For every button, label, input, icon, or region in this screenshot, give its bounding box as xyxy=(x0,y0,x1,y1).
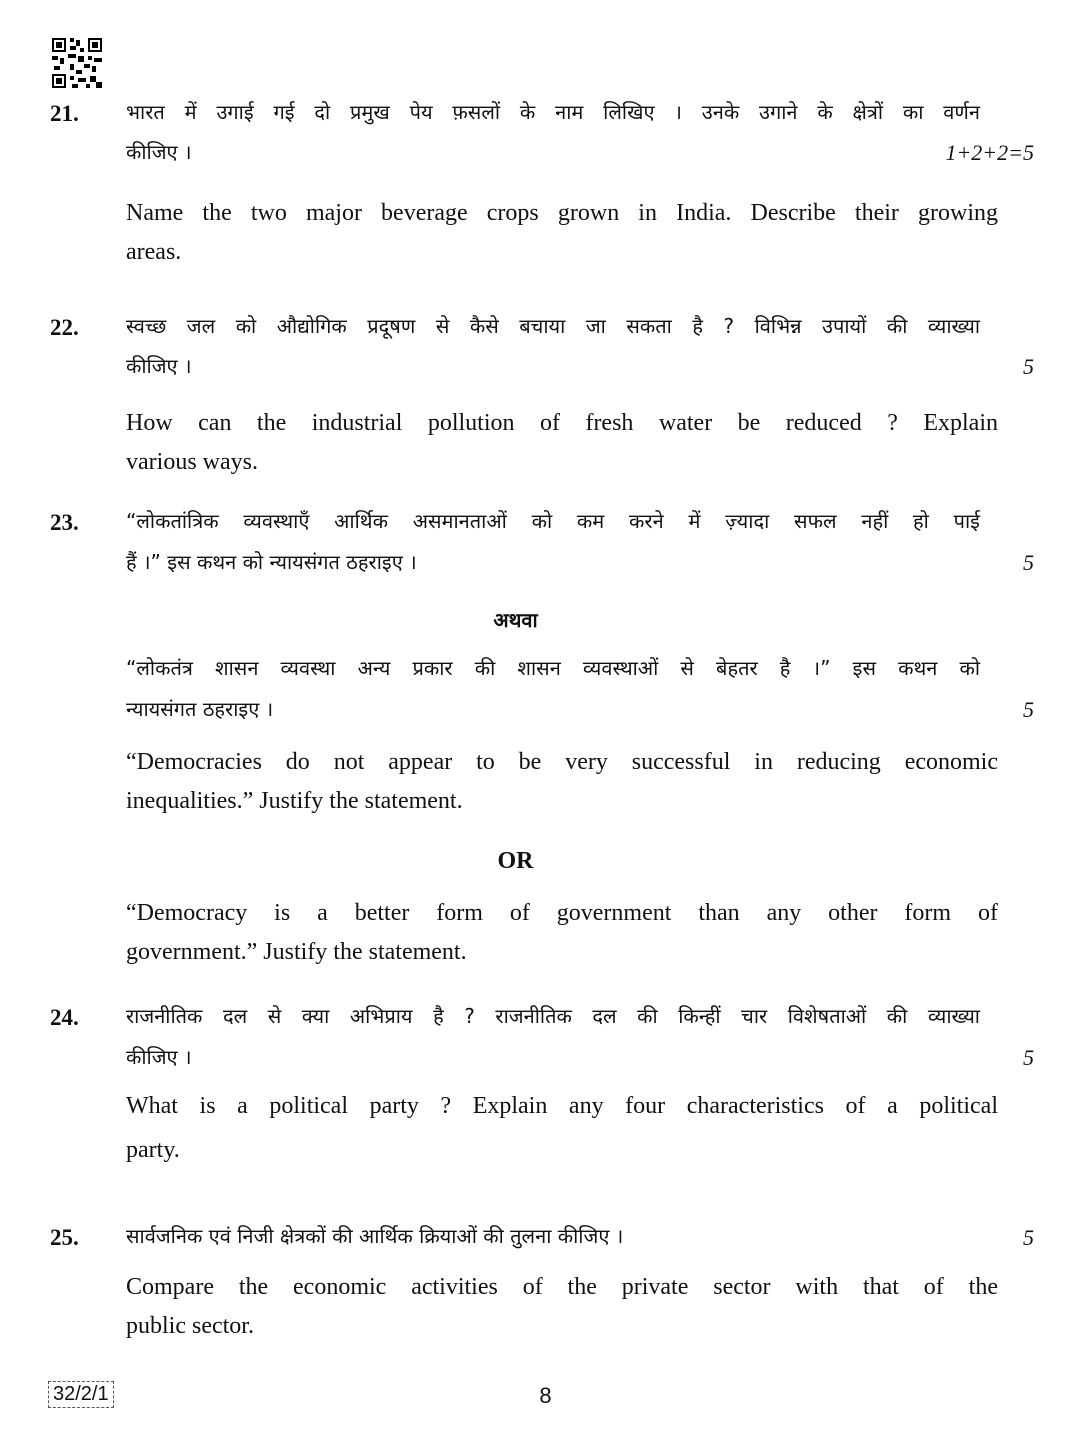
marks-label: 5 xyxy=(1023,697,1034,722)
question-english-line: government.” Justify the statement. xyxy=(126,939,467,965)
question-number: 24. xyxy=(50,1005,79,1030)
question-hindi-line: सार्वजनिक एवं निजी क्षेत्रकों की आर्थिक क्रियाओं की तुलना कीजिए । xyxy=(126,1224,624,1248)
or-separator-hindi: अथवा xyxy=(493,608,538,632)
question-number: 21. xyxy=(50,101,79,126)
question-english-line: party. xyxy=(126,1137,180,1163)
question-hindi-line: “लोकतांत्रिक व्यवस्थाएँ आर्थिक असमानताओं को कम करने में ज़्यादा सफल नहीं हो पाई xyxy=(126,509,980,533)
question-hindi-line: न्यायसंगत ठहराइए । xyxy=(126,697,274,721)
question-hindi-line: राजनीतिक दल से क्या अभिप्राय है ? राजनीतिक दल की किन्हीं चार विशेषताओं की व्याख्या xyxy=(126,1004,980,1028)
marks-label: 5 xyxy=(1023,354,1034,379)
question-english-line: “Democracies do not appear to be very successful in reducing economic xyxy=(126,749,998,775)
question-number: 25. xyxy=(50,1225,79,1250)
or-separator: OR xyxy=(497,848,534,874)
question-english-line: How can the industrial pollution of fresh water be reduced ? Explain xyxy=(126,410,998,436)
marks-label: 5 xyxy=(1023,1225,1034,1250)
question-english-line: Name the two major beverage crops grown in India. Describe their growing xyxy=(126,200,998,226)
page-number: 8 xyxy=(539,1383,552,1408)
qr-code-icon xyxy=(52,38,102,88)
question-english-line: inequalities.” Justify the statement. xyxy=(126,788,463,814)
question-english-line: What is a political party ? Explain any four characteristics of a political xyxy=(126,1093,998,1119)
marks-label: 5 xyxy=(1023,1045,1034,1070)
question-hindi-line: हैं ।” इस कथन को न्यायसंगत ठहराइए । xyxy=(126,550,417,574)
question-number: 22. xyxy=(50,315,79,340)
question-english-line: various ways. xyxy=(126,449,258,475)
question-hindi-line: कीजिए । xyxy=(126,354,192,378)
question-hindi-line: कीजिए । xyxy=(126,140,192,164)
marks-label: 5 xyxy=(1023,550,1034,575)
question-hindi-line: स्वच्छ जल को औद्योगिक प्रदूषण से कैसे बचाया जा सकता है ? विभिन्न उपायों की व्याख्या xyxy=(126,314,980,338)
question-english-line: “Democracy is a better form of government than any other form of xyxy=(126,900,998,926)
marks-label: 1+2+2=5 xyxy=(945,140,1034,165)
question-english-line: areas. xyxy=(126,239,182,265)
question-number: 23. xyxy=(50,510,79,535)
question-hindi-line: कीजिए । xyxy=(126,1045,192,1069)
question-english-line: Compare the economic activities of the private sector with that of the xyxy=(126,1274,998,1300)
paper-code: 32/2/1 xyxy=(48,1381,114,1408)
question-hindi-line: “लोकतंत्र शासन व्यवस्था अन्य प्रकार की शासन व्यवस्थाओं से बेहतर है ।” इस कथन को xyxy=(126,656,980,680)
question-hindi-line: भारत में उगाई गई दो प्रमुख पेय फ़सलों के नाम लिखिए । उनके उगाने के क्षेत्रों का वर्णन xyxy=(126,100,980,124)
question-english-line: public sector. xyxy=(126,1313,254,1339)
